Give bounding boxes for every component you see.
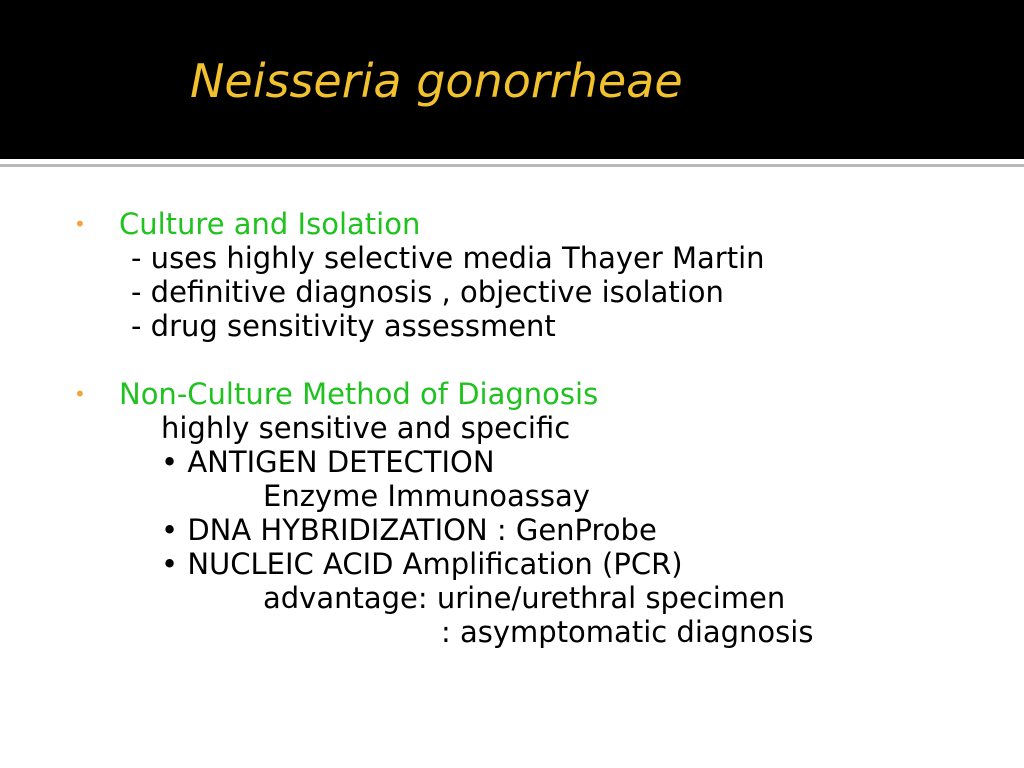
list-item: advantage: urine/urethral specimen bbox=[263, 581, 786, 615]
list-item: : asymptomatic diagnosis bbox=[441, 615, 814, 649]
list-item: • DNA HYBRIDIZATION : GenProbe bbox=[161, 513, 657, 547]
list-item: Enzyme Immunoassay bbox=[263, 479, 590, 513]
divider-gray bbox=[0, 164, 1024, 167]
list-item: • NUCLEIC ACID Amplification (PCR) bbox=[161, 547, 683, 581]
list-item: - definitive diagnosis , objective isolation bbox=[131, 275, 724, 309]
list-item: • ANTIGEN DETECTION bbox=[161, 445, 495, 479]
slide-title: Neisseria gonorrheae bbox=[190, 54, 683, 108]
list-item: highly sensitive and specific bbox=[161, 411, 571, 445]
list-item: - uses highly selective media Thayer Martin bbox=[131, 241, 765, 275]
title-bar bbox=[0, 0, 1024, 159]
bullet-icon: • bbox=[74, 212, 86, 236]
section-heading-culture: Culture and Isolation bbox=[119, 207, 421, 241]
bullet-icon: • bbox=[74, 382, 86, 406]
section-heading-non-culture: Non-Culture Method of Diagnosis bbox=[119, 377, 599, 411]
list-item: - drug sensitivity assessment bbox=[131, 309, 556, 343]
